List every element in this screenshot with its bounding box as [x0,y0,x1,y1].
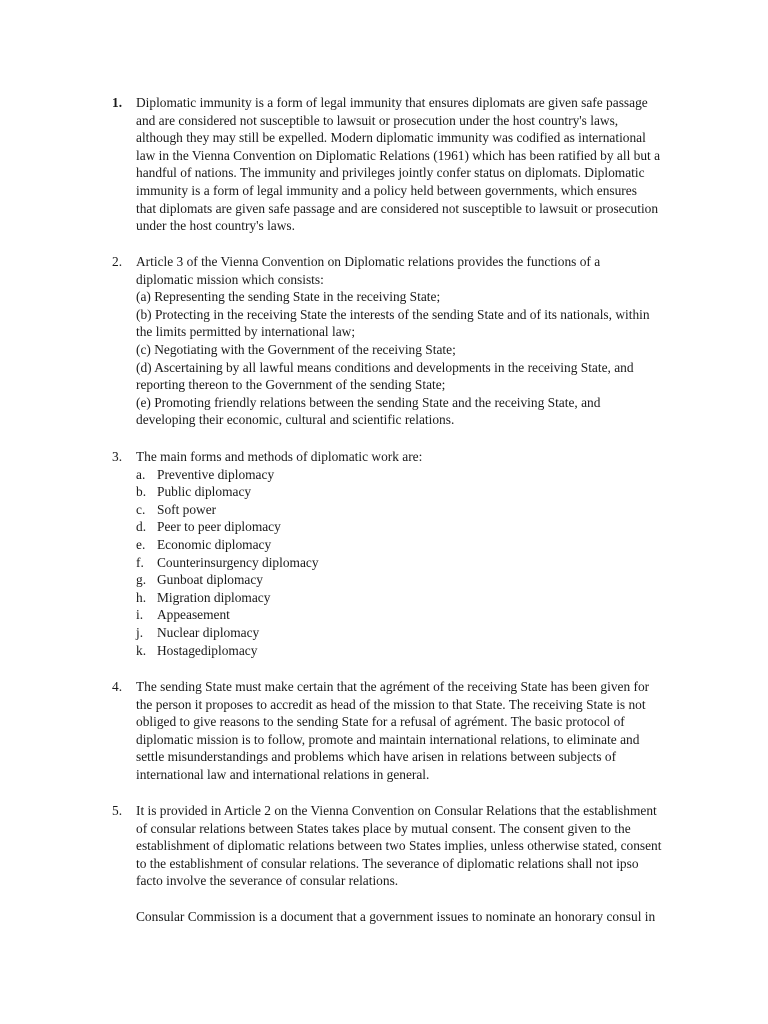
trailing-paragraph [136,908,691,926]
text-line: law in the Vienna Convention on Diplomatic Relations (1961) which has been ratified by all but a [136,147,661,163]
text-line: Article 3 of the Vienna Convention on Diplomatic relations provides the functions of a [136,254,601,269]
text-line: settle misunderstandings and problems which have arisen in relations between subjects of [136,749,617,765]
sublist-letter: c. [136,501,146,517]
sublist-text: Preventive diplomacy [157,466,275,482]
sublist-text: Hostagediplomacy [157,642,258,658]
item-text [136,94,691,235]
list-item-3 [112,448,692,659]
text-line: immunity is a form of legal immunity and a policy held between governments, which ensures [136,182,637,198]
sublist-text: Economic diplomacy [157,536,272,552]
text-line: The sending State must make certain that the agrément of the receiving State has been given for [136,679,650,694]
text-line: (a) Representing the sending State in the receiving State; [136,289,441,305]
sublist-item [136,571,691,589]
sublist-letter: j. [136,624,144,640]
sublist-item [136,518,691,536]
sublist-item [136,536,691,554]
text-line: It is provided in Article 2 on the Vienna Convention on Consular Relations that the establishment [136,803,657,818]
item-text [136,253,691,429]
sublist-letter: b. [136,484,147,500]
sublist-item [136,554,691,572]
text-line: developing their economic, cultural and scientific relations. [136,412,455,428]
sublist-item [136,606,691,624]
text-line: reporting thereon to the Government of the sending State; [136,377,446,393]
text-line: handful of nations. The immunity and privileges jointly confer status on diplomats. Diplomatic [136,165,645,181]
sublist-letter: f. [136,554,144,570]
sublist-text: Counterinsurgency diplomacy [157,554,319,570]
sublist-letter: g. [136,572,147,588]
sublist-text: Appeasement [157,607,230,623]
text-line: that diplomats are given safe passage and are considered not susceptible to lawsuit or prosecution [136,200,659,216]
text-line: diplomatic mission which consists: [136,271,324,287]
sublist-letter: k. [136,642,147,658]
sublist-text: Gunboat diplomacy [157,572,263,588]
text-line: facto involve the severance of consular relations. [136,873,399,889]
sublist-text: Soft power [157,501,217,517]
text-line: although they may still be expelled. Modern diplomatic immunity was codified as international [136,130,646,146]
text-line: obliged to give reasons to the sending State for a refusal of agrément. The basic protocol of [136,714,625,730]
text-line: of consular relations between States takes place by mutual consent. The consent given to the [136,820,631,836]
text-line: Diplomatic immunity is a form of legal immunity that ensures diplomats are given safe passage [136,95,648,110]
item-number: 4. [112,679,123,694]
list-item-5 [112,802,692,890]
sublist-letter: e. [136,536,146,552]
item-number: 5. [112,803,123,818]
text-line: the person it proposes to accredit as head of the mission to that State. The receiving State is not [136,696,646,712]
list-item-2 [112,253,692,429]
text-line: to the establishment of consular relations. The severance of diplomatic relations shall not ipso [136,855,639,871]
sublist-letter: d. [136,519,147,535]
sublist-text: Nuclear diplomacy [157,624,260,640]
text-line: establishment of diplomatic relations between two States implies, unless otherwise stated, consent [136,838,662,854]
item-text [136,802,691,890]
text-line: and are considered not susceptible to lawsuit or prosecution under the host country's laws, [136,112,619,128]
item-text [136,448,691,659]
item-text [136,678,691,784]
sublist-letter: i. [136,607,144,623]
list-item-1 [112,94,692,235]
text-line: the limits permitted by international law; [136,324,356,340]
sublist-text: Public diplomacy [157,484,252,500]
text-line: diplomatic mission is to follow, promote and maintain international relations, to eliminate and [136,731,640,747]
list-item-4 [112,678,692,784]
text-line: (d) Ascertaining by all lawful means conditions and developments in the receiving State, and [136,359,634,375]
sublist-item [136,483,691,501]
text-line: The main forms and methods of diplomatic work are: [136,449,423,464]
text-line: (c) Negotiating with the Government of the receiving State; [136,341,456,357]
forms-sublist [136,466,691,660]
text-line: (b) Protecting in the receiving State the interests of the sending State and of its nationals, within [136,306,650,322]
sublist-item [136,624,691,642]
sublist-item [136,466,691,484]
item-number: 3. [112,449,123,464]
sublist-item [136,642,691,660]
text-line: under the host country's laws. [136,218,295,234]
text-line: Consular Commission is a document that a government issues to nominate an honorary consul in [136,909,656,924]
sublist-letter: h. [136,589,147,605]
item-number: 2. [112,254,123,269]
sublist-text: Peer to peer diplomacy [157,519,281,535]
sublist-item [136,589,691,607]
item-number: 1. [112,95,123,110]
text-line: international law and international relations in general. [136,766,430,782]
sublist-item [136,501,691,519]
text-line: (e) Promoting friendly relations between the sending State and the receiving State, and [136,394,601,410]
sublist-letter: a. [136,466,146,482]
sublist-text: Migration diplomacy [157,589,271,605]
